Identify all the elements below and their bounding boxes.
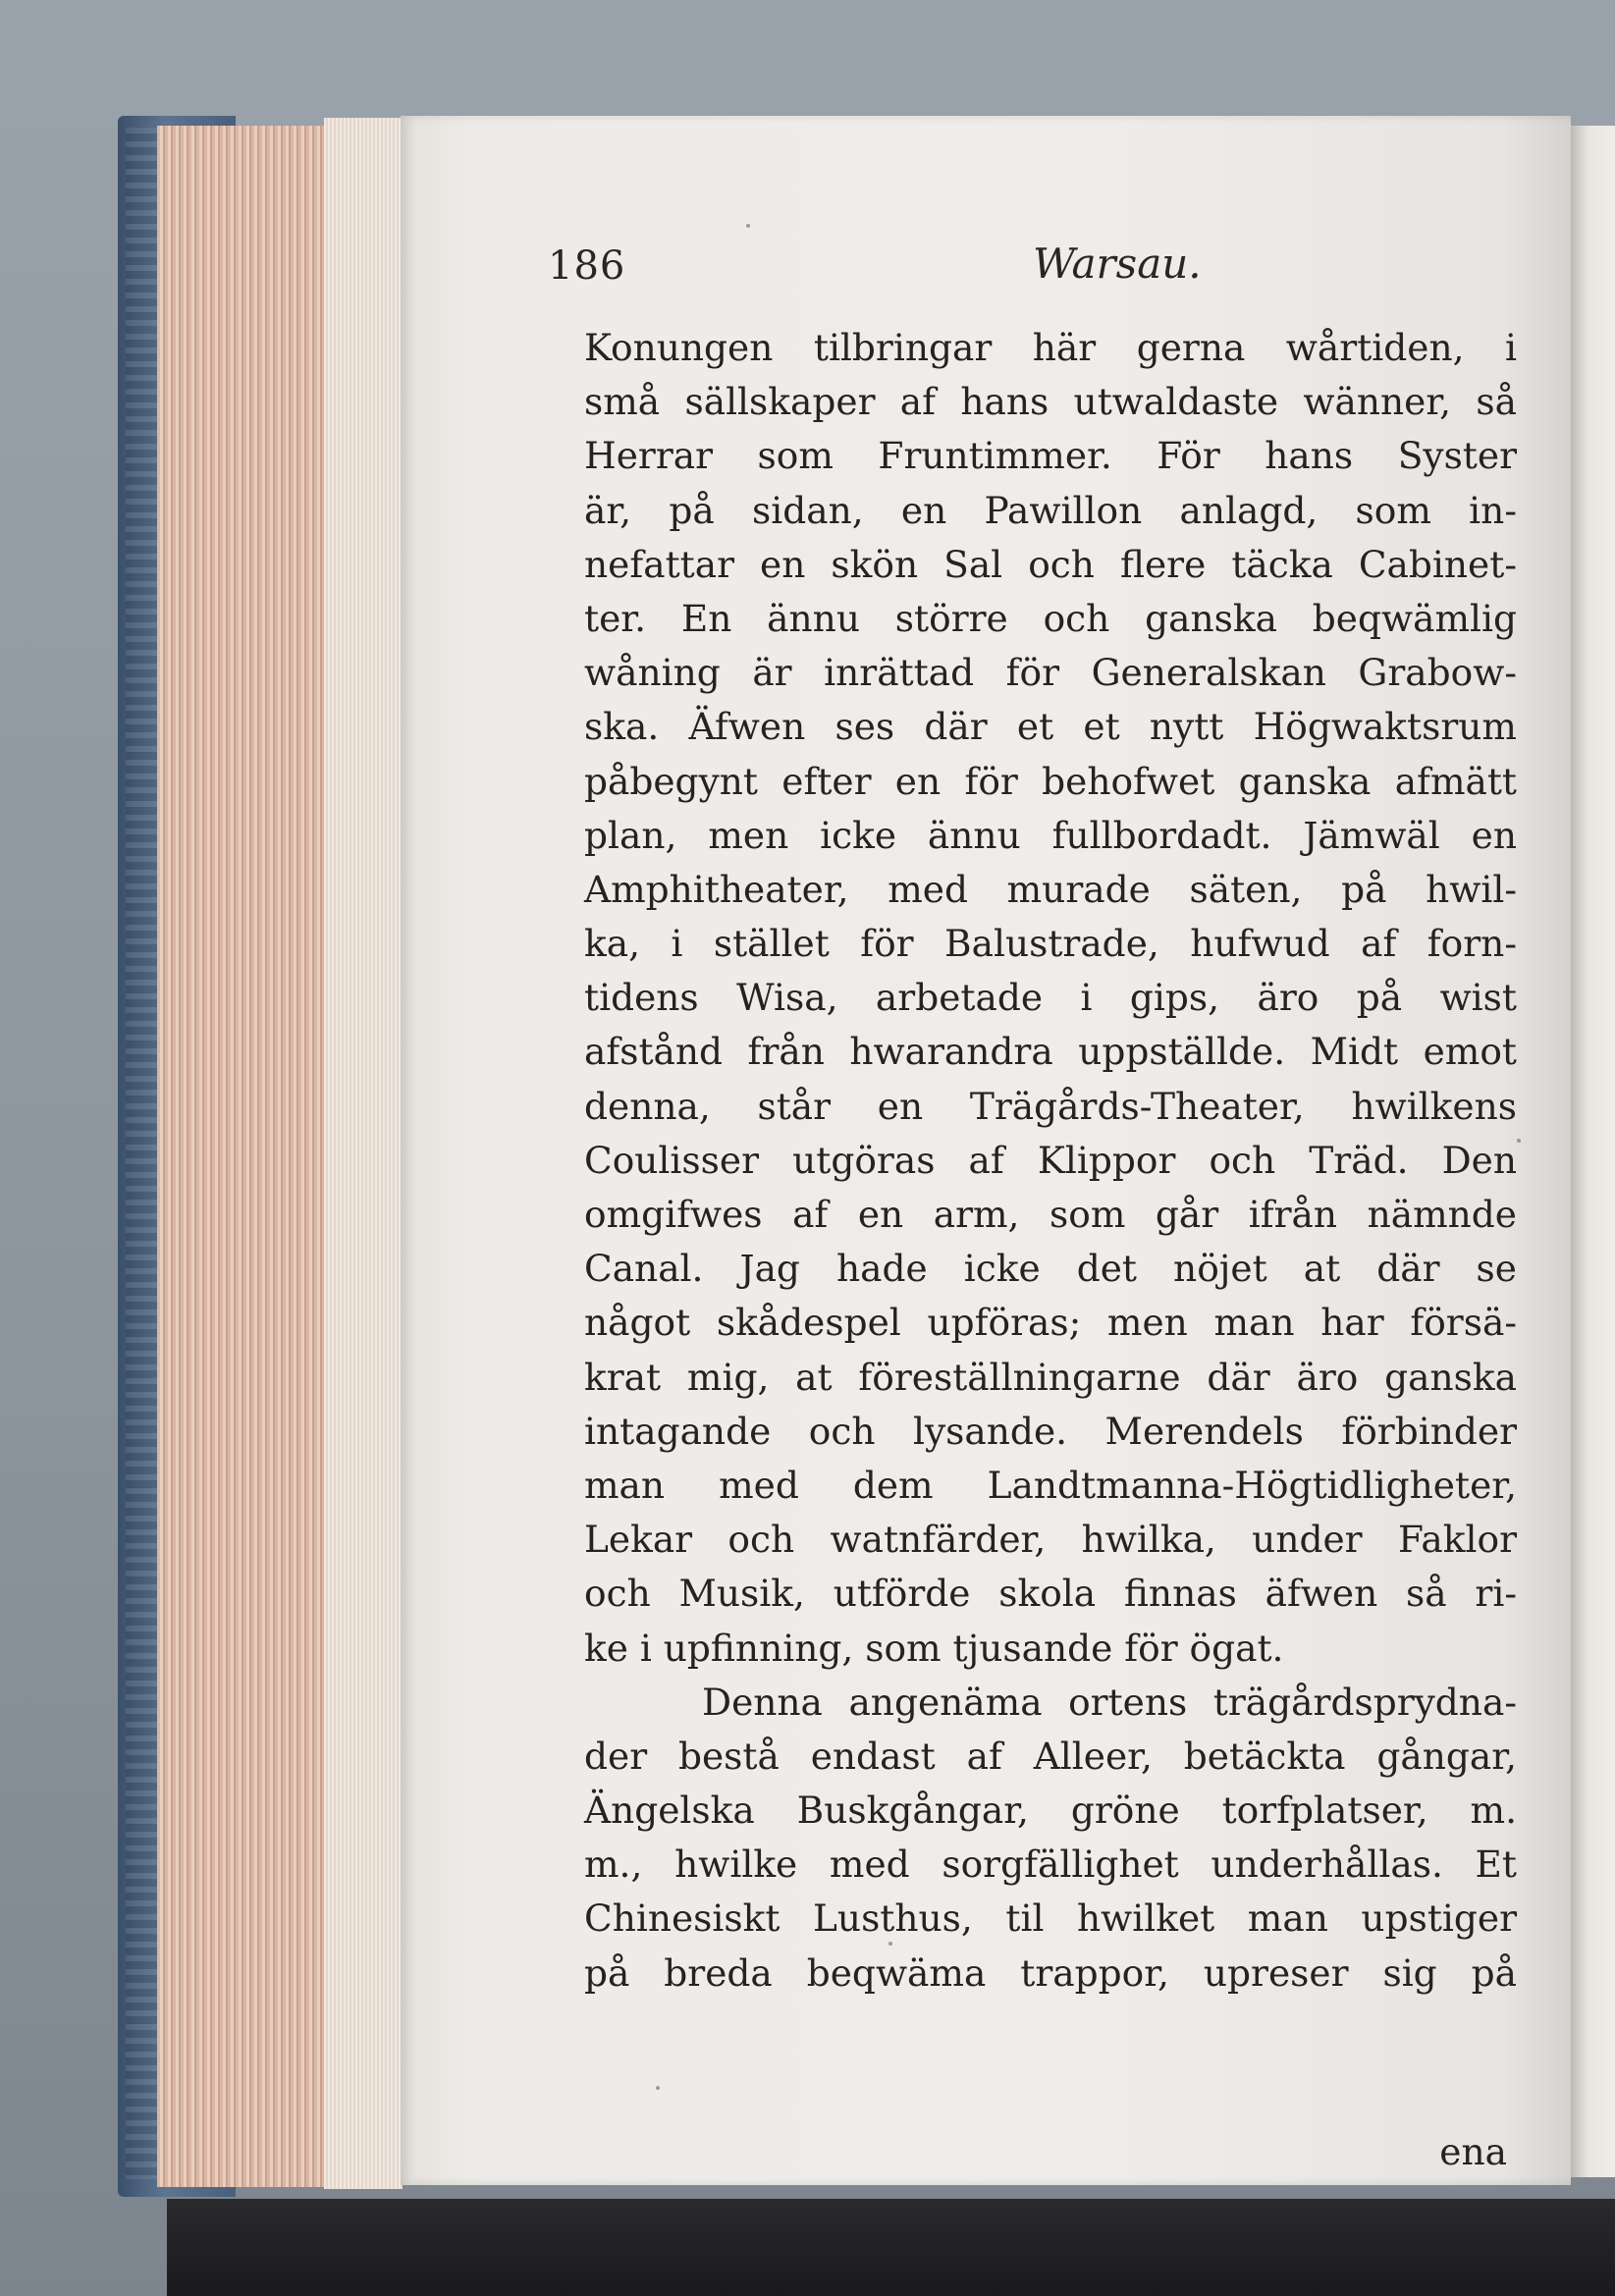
text-line: plan, men icke ännu fullbordadt. Jämwäl en (584, 813, 1517, 857)
text-line: ka, i stället för Balustrade, hufwud af forn- (584, 922, 1517, 966)
text-line: ska. Äfwen ses där et et nytt Högwaktsrum (584, 705, 1517, 749)
text-line: Denna angenäma ortens trägårdsprydna- (702, 1680, 1517, 1724)
text-line: Ängelska Buskgångar, gröne torfplatser, m. (584, 1789, 1517, 1833)
table-shadow (167, 2199, 1615, 2296)
text-line: denna, står en Trägårds-Theater, hwilkens (584, 1084, 1517, 1128)
facing-page-edge (1571, 126, 1615, 2177)
paper-speck (888, 1942, 892, 1946)
text-line: påbegynt efter en för behofwet ganska afmätt (584, 759, 1517, 803)
text-line: Herrar som Fruntimmer. För hans Syster (584, 434, 1517, 478)
text-line: Coulisser utgöras af Klippor och Träd. Den (584, 1138, 1517, 1182)
text-line: tidens Wisa, arbetade i gips, äro på wist (584, 976, 1517, 1020)
text-line: Amphitheater, med murade säten, på hwil- (584, 867, 1517, 911)
text-line: wåning är inrättad för Generalskan Grabow- (584, 651, 1517, 695)
page-body-text (584, 321, 1517, 2001)
text-line: omgifwes af en arm, som går ifrån nämnde (584, 1193, 1517, 1236)
text-line: afstånd från hwarandra uppställde. Midt emot (584, 1030, 1517, 1074)
text-line: der bestå endast af Alleer, betäckta gångar, (584, 1734, 1517, 1778)
paper-speck (656, 2086, 660, 2090)
text-line: man med dem Landtmanna-Högtidligheter, (584, 1463, 1517, 1507)
text-line: nefattar en skön Sal och flere täcka Cabinet- (584, 542, 1517, 586)
paper-speck (746, 224, 750, 228)
text-line: Canal. Jag hade icke det nöjet at där se (584, 1247, 1517, 1291)
page-stack-edge (324, 118, 403, 2189)
text-line: ter. En ännu större och ganska beqwämlig (584, 596, 1517, 640)
text-line: Lekar och watnfärder, hwilka, under Faklor (584, 1518, 1517, 1562)
text-line: krat mig, at föreställningarne där äro ganska (584, 1355, 1517, 1399)
text-line: intagande och lysande. Merendels förbinder (584, 1409, 1517, 1453)
text-line: är, på sidan, en Pawillon anlagd, som in- (584, 488, 1517, 532)
paper-speck (1517, 1139, 1521, 1143)
text-line: något skådespel upföras; men man har försä- (584, 1301, 1517, 1345)
text-line: m., hwilke med sorgfällighet underhållas. Et (584, 1842, 1517, 1887)
text-line: Chinesiskt Lusthus, til hwilket man upstiger (584, 1896, 1517, 1941)
page-number: 186 (548, 243, 626, 289)
catchword: ena (1439, 2130, 1507, 2173)
text-line: på breda beqwäma trappor, upreser sig på (584, 1950, 1517, 1995)
running-head-title: Warsau. (1033, 240, 1202, 288)
text-line: ke i upfinning, som tjusande för ögat. (584, 1626, 1284, 1670)
text-line: små sällskaper af hans utwaldaste wänner, så (584, 380, 1517, 424)
text-line: och Musik, utförde skola finnas äfwen så ri- (584, 1572, 1517, 1616)
text-line: Konungen tilbringar här gerna wårtiden, i (584, 326, 1517, 369)
